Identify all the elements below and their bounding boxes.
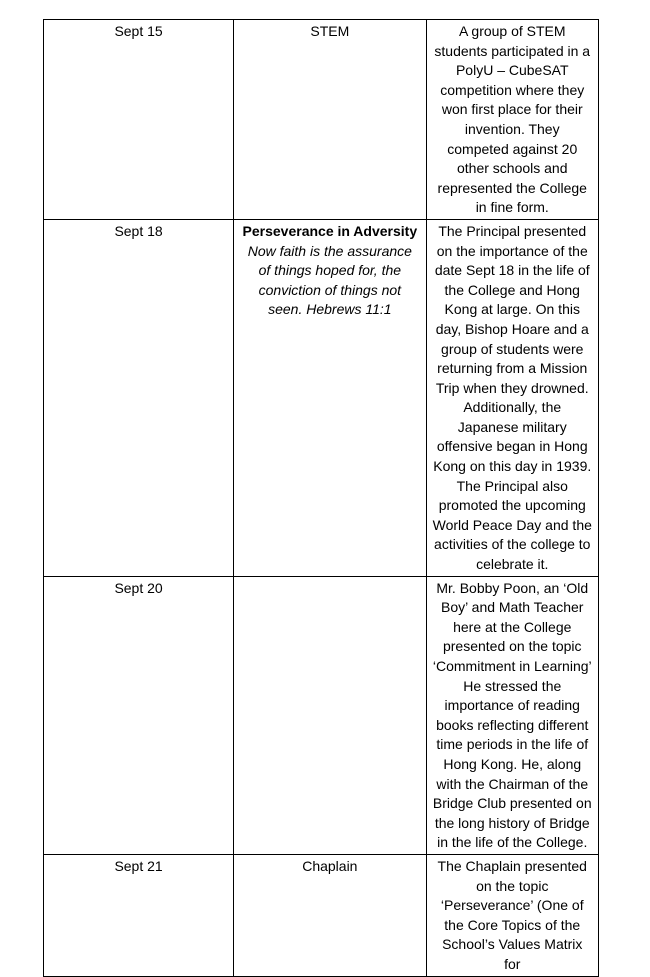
description-cell (426, 854, 598, 976)
description-cell (426, 219, 598, 576)
date-cell (44, 219, 234, 576)
date-text: Sept 18 (114, 222, 163, 239)
table-row (44, 576, 599, 854)
topic-cell (234, 20, 426, 220)
description-text: The Principal presented on the importance of the date Sept 18 in the life of the College and Hong Kong at large. On this day, Bishop Hoare and a group of students were returning from a Mission Trip when they drowned. Additionally, the Japanese military offensive began in Hong Kong on this day in 1939. The Principal also promoted the upcoming World Peace Day and the activities of the college to celebrate it. (432, 222, 592, 573)
date-cell (44, 20, 234, 220)
description-text: Mr. Bobby Poon, an ‘Old Boy’ and Math Teacher here at the College presented on the topic ‘Commitment in Learning’ He stressed the importance of reading books reflecting different time periods in the life of Hong Kong. He, along with the Chairman of the Bridge Club presented on the long history of Bridge in the life of the College. (432, 579, 592, 851)
topic-cell (234, 854, 426, 976)
topic-cell (234, 576, 426, 854)
description-cell (426, 576, 598, 854)
table-row (44, 854, 599, 976)
date-cell (44, 854, 234, 976)
topic-cell (234, 219, 426, 576)
date-cell (44, 576, 234, 854)
date-text: Sept 21 (114, 857, 163, 874)
table-row (44, 20, 599, 220)
table-row (44, 219, 599, 576)
topic-title: STEM (310, 23, 350, 39)
description-cell (426, 20, 598, 220)
topic-title: Perseverance in Adversity (242, 222, 418, 239)
date-text: Sept 20 (114, 579, 163, 596)
topic-title: Chaplain (302, 857, 358, 874)
description-text: A group of STEM students participated in a PolyU – CubeSAT competition where they won first place for their invention. They competed against 20 other schools and represented the College in fine form. (434, 23, 591, 216)
date-text: Sept 15 (114, 23, 163, 39)
assembly-schedule-table (43, 19, 599, 977)
topic-quote: Now faith is the assurance of things hoped for, the conviction of things not seen. Hebrews 11:1 (247, 242, 412, 318)
description-text: The Chaplain presented on the topic ‘Perseverance’ (One of the Core Topics of the School’s Values Matrix for (437, 857, 587, 972)
